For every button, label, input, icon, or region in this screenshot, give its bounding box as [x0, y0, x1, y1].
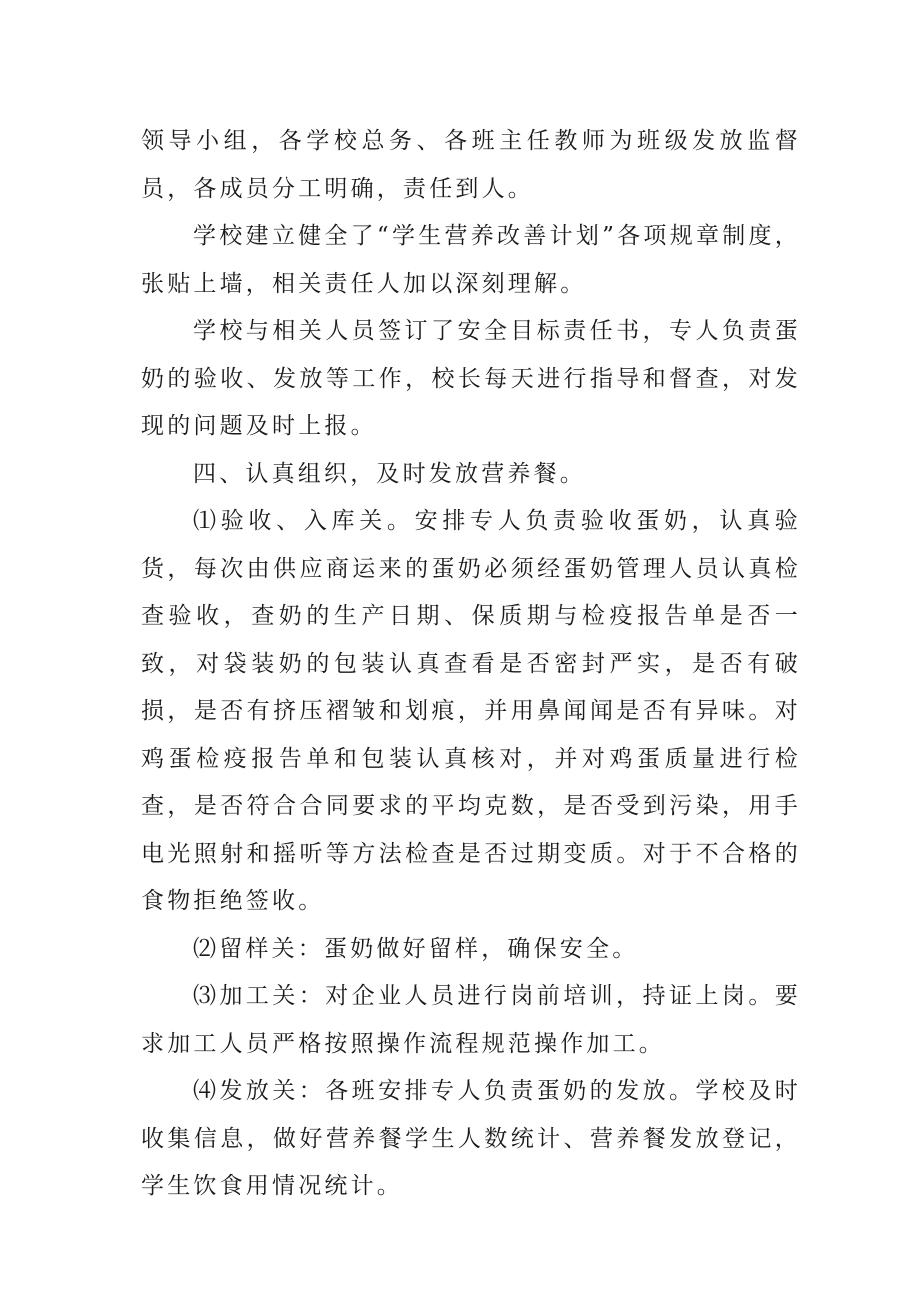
paragraph-regulations: 学校建立健全了“学生营养改善计划”各项规章制度，张贴上墙，相关责任人加以深刻理解。 [141, 223, 801, 297]
paragraph-distribution: ⑷发放关：各班安排专人负责蛋奶的发放。学校及时收集信息，做好营养餐学生人数统计、营养餐发放登记，学生饮食用情况统计。 [141, 1078, 801, 1199]
paragraph-continuation: 领导小组，各学校总务、各班主任教师为班级发放监督员，各成员分工明确，责任到人。 [141, 128, 801, 202]
paragraph-sample-retention: ⑵留样关：蛋奶做好留样，确保安全。 [193, 935, 639, 962]
section-heading-four: 四、认真组织，及时发放营养餐。 [193, 460, 586, 487]
paragraph-acceptance: ⑴验收、入库关。安排专人负责验收蛋奶，认真验货，每次由供应商运来的蛋奶必须经蛋奶管理人员认真检查验收，查奶的生产日期、保质期与检疫报告单是否一致，对袋装奶的包装认真查看是否密封严实，是否有破损，是否有挤压褶皱和划痕，并用鼻闻闻是否有异味。对鸡蛋检疫报告单和包装认真核对，并对鸡蛋质量进行检查，是否符合合同要求的平均克数，是否受到污染，用手电光照射和摇听等方法检查是否过期变质。对于不合格的食物拒绝签收。 [141, 508, 801, 914]
paragraph-responsibility: 学校与相关人员签订了安全目标责任书，专人负责蛋奶的验收、发放等工作，校长每天进行指导和督查，对发现的问题及时上报。 [141, 318, 801, 439]
paragraph-processing: ⑶加工关：对企业人员进行岗前培训，持证上岗。要求加工人员严格按照操作流程规范操作加工。 [141, 983, 801, 1057]
document-body [141, 118, 801, 1211]
